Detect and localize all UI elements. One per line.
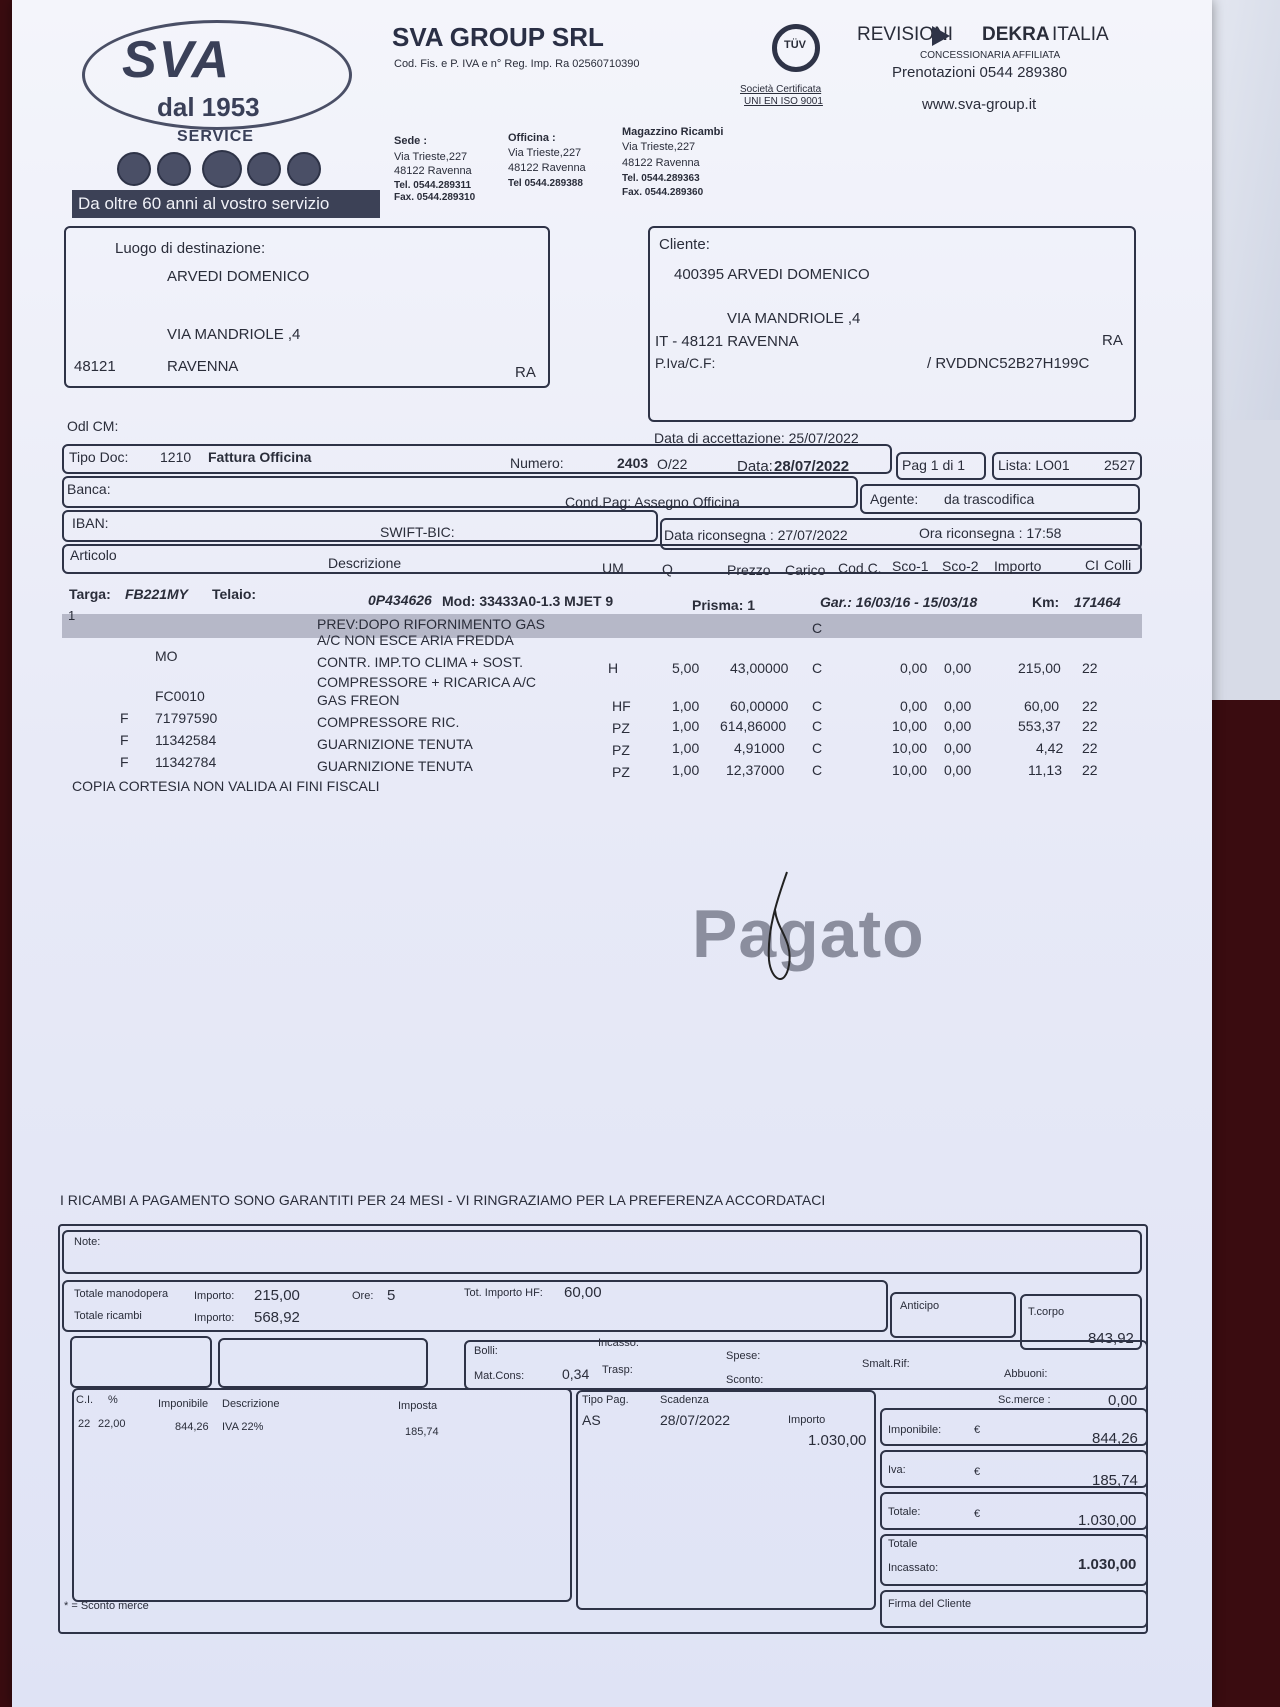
row-prezzo: 4,91000 <box>734 740 785 756</box>
iva-value: 185,74 <box>1092 1472 1138 1489</box>
manodopera-importo: 215,00 <box>254 1287 300 1304</box>
row-um: HF <box>612 698 631 714</box>
row-prezzo: 614,86000 <box>720 718 787 734</box>
ore: 5 <box>387 1287 396 1304</box>
row-sco1: 10,00 <box>892 762 928 778</box>
sede-title: Sede : <box>394 135 428 147</box>
numero-suffix: O/22 <box>657 456 688 472</box>
mod: Mod: 33433A0-1.3 MJET 9 <box>442 593 614 609</box>
iva-th-pct: % <box>108 1394 118 1406</box>
row-desc: GUARNIZIONE TENUTA <box>317 736 473 752</box>
row-importo: 215,00 <box>1018 660 1061 676</box>
destination-prov: RA <box>515 364 536 381</box>
row-carico: C <box>812 740 823 756</box>
magazzino-line: Fax. 0544.289360 <box>622 187 704 198</box>
client-label: Cliente: <box>659 236 710 253</box>
scadenza: 28/07/2022 <box>660 1412 731 1428</box>
iva-desc: IVA 22% <box>222 1421 264 1433</box>
row-sco1: 0,00 <box>900 660 928 676</box>
iva-label: Iva: <box>888 1464 906 1476</box>
magazzino-line: Via Trieste,227 <box>622 141 696 153</box>
row-importo: 60,00 <box>1024 698 1060 714</box>
row-desc: COMPRESSORE RIC. <box>317 714 460 730</box>
revisioni-label: REVISIONI <box>857 24 954 45</box>
odl-label: Odl CM: <box>67 418 119 434</box>
footnote: * = Sconto merce <box>64 1600 149 1612</box>
italia-label: ITALIA <box>1052 24 1109 45</box>
spese-box <box>464 1340 1148 1390</box>
empty-box-1 <box>70 1336 212 1388</box>
imponibile-value: 844,26 <box>1092 1430 1138 1447</box>
tipo-pag: AS <box>582 1412 601 1428</box>
numero: 2403 <box>617 455 649 471</box>
company-ids: Cod. Fis. e P. IVA e n° Reg. Imp. Ra 02560710390 <box>394 58 640 70</box>
smalt-label: Smalt.Rif: <box>862 1358 910 1370</box>
website: www.sva-group.it <box>922 96 1037 113</box>
client-box <box>648 226 1136 422</box>
cert-line1: Società Certificata <box>740 84 822 95</box>
row-um: PZ <box>612 720 630 736</box>
group-flag: C <box>812 620 823 636</box>
client-city: IT - 48121 RAVENNA <box>655 333 799 350</box>
currency: € <box>974 1424 981 1436</box>
currency: € <box>974 1466 981 1478</box>
row-flag: F <box>120 710 129 726</box>
th-q: Q <box>662 561 673 577</box>
signature-icon <box>757 870 817 990</box>
iva-pct: 22,00 <box>98 1418 126 1430</box>
sede-line: Via Trieste,227 <box>394 151 468 163</box>
row-ci: 22 <box>1082 762 1098 778</box>
row-importo: 4,42 <box>1036 740 1064 756</box>
telaio: 0P434626 <box>368 592 432 608</box>
th-descrizione: Descrizione <box>328 555 402 571</box>
row-desc2: COMPRESSORE + RICARICA A/C <box>317 674 536 690</box>
row-ci: 22 <box>1082 698 1098 714</box>
iban-row <box>62 510 658 542</box>
numero-label: Numero: <box>510 455 564 471</box>
tipo-doc-name: Fattura Officina <box>208 449 312 465</box>
cond-pag: Cond.Pag: Assegno Officina <box>565 494 740 510</box>
totale-value: 1.030,00 <box>1078 1512 1137 1529</box>
row-desc: GAS FREON <box>317 692 400 708</box>
km-label: Km: <box>1032 594 1060 610</box>
prenotazioni: Prenotazioni 0544 289380 <box>892 64 1068 81</box>
row-um: PZ <box>612 764 630 780</box>
client-piva-label: P.Iva/C.F: <box>655 355 716 371</box>
imponibile-label: Imponibile: <box>888 1424 942 1436</box>
row-art: FC0010 <box>155 688 205 704</box>
accettazione: Data di accettazione: 25/07/2022 <box>654 430 859 446</box>
row-desc: GUARNIZIONE TENUTA <box>317 758 473 774</box>
magazzino-line: 48122 Ravenna <box>622 157 700 169</box>
row-q: 1,00 <box>672 698 700 714</box>
iban-label: IBAN: <box>72 515 109 531</box>
iva-ci: 22 <box>78 1418 91 1430</box>
scadenza-label: Scadenza <box>660 1394 709 1406</box>
row-ci: 22 <box>1082 740 1098 756</box>
riconsegna-date: Data riconsegna : 27/07/2022 <box>664 527 848 543</box>
ricambi-importo: 568,92 <box>254 1309 300 1326</box>
lista-num: 2527 <box>1104 457 1136 473</box>
fiat-professional-logo-icon <box>287 152 321 186</box>
th-sco2: Sco-2 <box>942 558 979 574</box>
data-value: 28/07/2022 <box>774 458 850 475</box>
alfa-romeo-logo-icon <box>247 152 281 186</box>
row-carico: C <box>812 718 823 734</box>
officina-line: Tel 0544.289388 <box>508 178 583 189</box>
cert-line2: UNI EN ISO 9001 <box>744 96 823 107</box>
row-flag: F <box>120 754 129 770</box>
tot-hf: 60,00 <box>564 1284 602 1301</box>
empty-box-2 <box>218 1338 428 1388</box>
tcorpo-label: T.corpo <box>1028 1306 1065 1318</box>
destination-zip: 48121 <box>74 358 116 375</box>
row-q: 1,00 <box>672 762 700 778</box>
row-sco2: 0,00 <box>944 718 972 734</box>
destination-name: ARVEDI DOMENICO <box>167 268 310 285</box>
sede-line: Fax. 0544.289310 <box>394 192 476 203</box>
incassato-value: 1.030,00 <box>1078 1556 1137 1573</box>
th-ci: CI <box>1085 557 1099 573</box>
row-art: 71797590 <box>155 710 218 726</box>
bolli-label: Bolli: <box>474 1345 498 1357</box>
importo-col-label: Importo <box>788 1414 826 1426</box>
scmerce-value: 0,00 <box>1108 1392 1138 1409</box>
paid-stamp: Pagato <box>692 896 925 972</box>
th-codc: Cod.C. <box>838 560 882 576</box>
row-sco2: 0,00 <box>944 660 972 676</box>
row-um: H <box>608 660 619 676</box>
th-sco1: Sco-1 <box>892 558 929 574</box>
row-carico: C <box>812 762 823 778</box>
group-row-highlight <box>62 614 1142 638</box>
iva-imposta: 185,74 <box>405 1426 439 1438</box>
importo-col: 1.030,00 <box>808 1432 867 1449</box>
tipo-doc-label: Tipo Doc: <box>69 449 129 465</box>
anticipo-label: Anticipo <box>900 1300 940 1312</box>
banca-label: Banca: <box>67 481 111 497</box>
pag-value: Pag 1 di 1 <box>902 457 966 473</box>
row-art: 11342584 <box>155 732 217 748</box>
group-desc-extra: A/C NON ESCE ARIA FREDDA <box>317 632 514 648</box>
row-q: 1,00 <box>672 740 700 756</box>
destination-city: RAVENNA <box>167 358 239 375</box>
tuv-text: TÜV <box>784 39 806 51</box>
th-importo: Importo <box>994 558 1042 574</box>
row-prezzo: 12,37000 <box>726 762 785 778</box>
iva-th-descrizione: Descrizione <box>222 1398 280 1410</box>
row-flag: F <box>120 732 129 748</box>
matcons-value: 0,34 <box>562 1366 590 1382</box>
abarth-logo-icon <box>117 152 151 186</box>
th-articolo: Articolo <box>70 547 117 563</box>
dekra-label: DEKRA <box>982 24 1050 45</box>
th-prezzo: Prezzo <box>727 562 771 578</box>
row-art: MO <box>155 648 178 664</box>
swift-label: SWIFT-BIC: <box>380 524 455 540</box>
banner: Da oltre 60 anni al vostro servizio <box>72 190 380 218</box>
dekra-arrow-icon <box>932 26 950 46</box>
th-carico: Carico <box>785 562 826 578</box>
row-prezzo: 43,00000 <box>730 660 789 676</box>
th-um: UM <box>602 560 624 576</box>
anticipo-box <box>890 1292 1016 1338</box>
abbuoni-label: Abbuoni: <box>1004 1368 1048 1380</box>
lista-label: Lista: LO01 <box>998 457 1070 473</box>
officina-line: 48122 Ravenna <box>508 162 586 174</box>
iva-imponibile: 844,26 <box>175 1421 209 1433</box>
agente-label: Agente: <box>870 491 919 507</box>
row-sco2: 0,00 <box>944 740 972 756</box>
fiat-logo-icon <box>202 150 242 188</box>
incassato-label2: Incassato: <box>888 1562 939 1574</box>
copia-cortesia: COPIA CORTESIA NON VALIDA AI FINI FISCALI <box>72 778 380 794</box>
row-prezzo: 60,00000 <box>730 698 789 714</box>
client-street: VIA MANDRIOLE ,4 <box>727 310 861 327</box>
service-label: SERVICE <box>177 128 254 145</box>
row-importo: 553,37 <box>1018 718 1061 734</box>
importo-label: Importo: <box>194 1290 235 1302</box>
ore-label: Ore: <box>352 1290 374 1302</box>
data-label: Data: <box>737 458 773 475</box>
magazzino-title: Magazzino Ricambi <box>622 126 724 138</box>
sede-line: 48122 Ravenna <box>394 165 472 177</box>
group-num: 1 <box>68 608 76 623</box>
totale-label: Totale: <box>888 1506 921 1518</box>
logo-text: SVA <box>122 31 232 89</box>
spese-label: Spese: <box>726 1350 761 1362</box>
client-code-name: 400395 ARVEDI DOMENICO <box>674 266 870 283</box>
trasp-label: Trasp: <box>602 1364 633 1376</box>
prisma: Prisma: 1 <box>692 597 756 613</box>
tot-hf-label: Tot. Importo HF: <box>464 1287 543 1299</box>
row-q: 1,00 <box>672 718 700 734</box>
row-um: PZ <box>612 742 630 758</box>
tuv-logo-icon <box>772 24 820 72</box>
riconsegna-ora: Ora riconsegna : 17:58 <box>919 525 1062 541</box>
officina-line: Via Trieste,227 <box>508 147 582 159</box>
row-carico: C <box>812 698 823 714</box>
row-art: 11342784 <box>155 754 217 770</box>
since-label: dal 1953 <box>157 92 260 122</box>
incassato-label1: Totale <box>888 1538 918 1550</box>
note-label: Note: <box>74 1236 101 1248</box>
agente-value: da trascodifica <box>944 491 1035 507</box>
row-sco2: 0,00 <box>944 762 972 778</box>
company-name: SVA GROUP SRL <box>392 22 604 52</box>
sede-line: Tel. 0544.289311 <box>394 180 472 191</box>
row-q: 5,00 <box>672 660 700 676</box>
row-sco1: 0,00 <box>900 698 928 714</box>
telaio-label: Telaio: <box>212 586 257 602</box>
client-piva: / RVDDNC52B27H199C <box>927 355 1090 372</box>
row-carico: C <box>812 660 823 676</box>
destination-label: Luogo di destinazione: <box>115 240 266 257</box>
invoice-sheet <box>12 0 1212 1707</box>
row-sco2: 0,00 <box>944 698 972 714</box>
targa-label: Targa: <box>69 586 111 602</box>
sconto-label: Sconto: <box>726 1374 764 1386</box>
concessionaria: CONCESSIONARIA AFFILIATA <box>920 50 1061 61</box>
client-prov: RA <box>1102 332 1123 349</box>
tipo-pag-label: Tipo Pag. <box>582 1394 629 1406</box>
group-desc: PREV:DOPO RIFORNIMENTO GAS <box>317 616 545 632</box>
iva-th-imponibile: Imponibile <box>158 1398 209 1410</box>
tot-ricambi-label: Totale ricambi <box>74 1310 142 1322</box>
currency: € <box>974 1508 981 1520</box>
magazzino-line: Tel. 0544.289363 <box>622 173 700 184</box>
importo-label: Importo: <box>194 1312 235 1324</box>
row-sco1: 10,00 <box>892 718 928 734</box>
row-ci: 22 <box>1082 660 1098 676</box>
iva-th-ci: C.I. <box>76 1394 94 1406</box>
incasso-label: Incasso: <box>598 1337 639 1349</box>
officina-title: Officina : <box>508 132 556 144</box>
destination-street: VIA MANDRIOLE ,4 <box>167 326 301 343</box>
note-box <box>62 1230 1142 1274</box>
tot-manodopera-label: Totale manodopera <box>74 1288 169 1300</box>
matcons-label: Mat.Cons: <box>474 1370 525 1382</box>
row-sco1: 10,00 <box>892 740 928 756</box>
firma-label: Firma del Cliente <box>888 1598 972 1610</box>
row-importo: 11,13 <box>1028 762 1062 778</box>
scmerce-label: Sc.merce : <box>998 1394 1051 1406</box>
iva-th-imposta: Imposta <box>398 1400 438 1412</box>
targa: FB221MY <box>125 586 189 602</box>
row-desc: CONTR. IMP.TO CLIMA + SOST. <box>317 654 524 670</box>
garanzia: Gar.: 16/03/16 - 15/03/18 <box>820 594 978 610</box>
iva-box <box>72 1388 572 1602</box>
row-ci: 22 <box>1082 718 1098 734</box>
lancia-logo-icon <box>157 152 191 186</box>
tipo-doc-code: 1210 <box>160 449 192 465</box>
guarantee-text: I RICAMBI A PAGAMENTO SONO GARANTITI PER 24 MESI - VI RINGRAZIAMO PER LA PREFERENZA ACCORDATACI <box>60 1192 826 1208</box>
km: 171464 <box>1074 594 1121 610</box>
th-colli: Colli <box>1104 557 1132 573</box>
tcorpo-value: 843,92 <box>1088 1330 1134 1347</box>
